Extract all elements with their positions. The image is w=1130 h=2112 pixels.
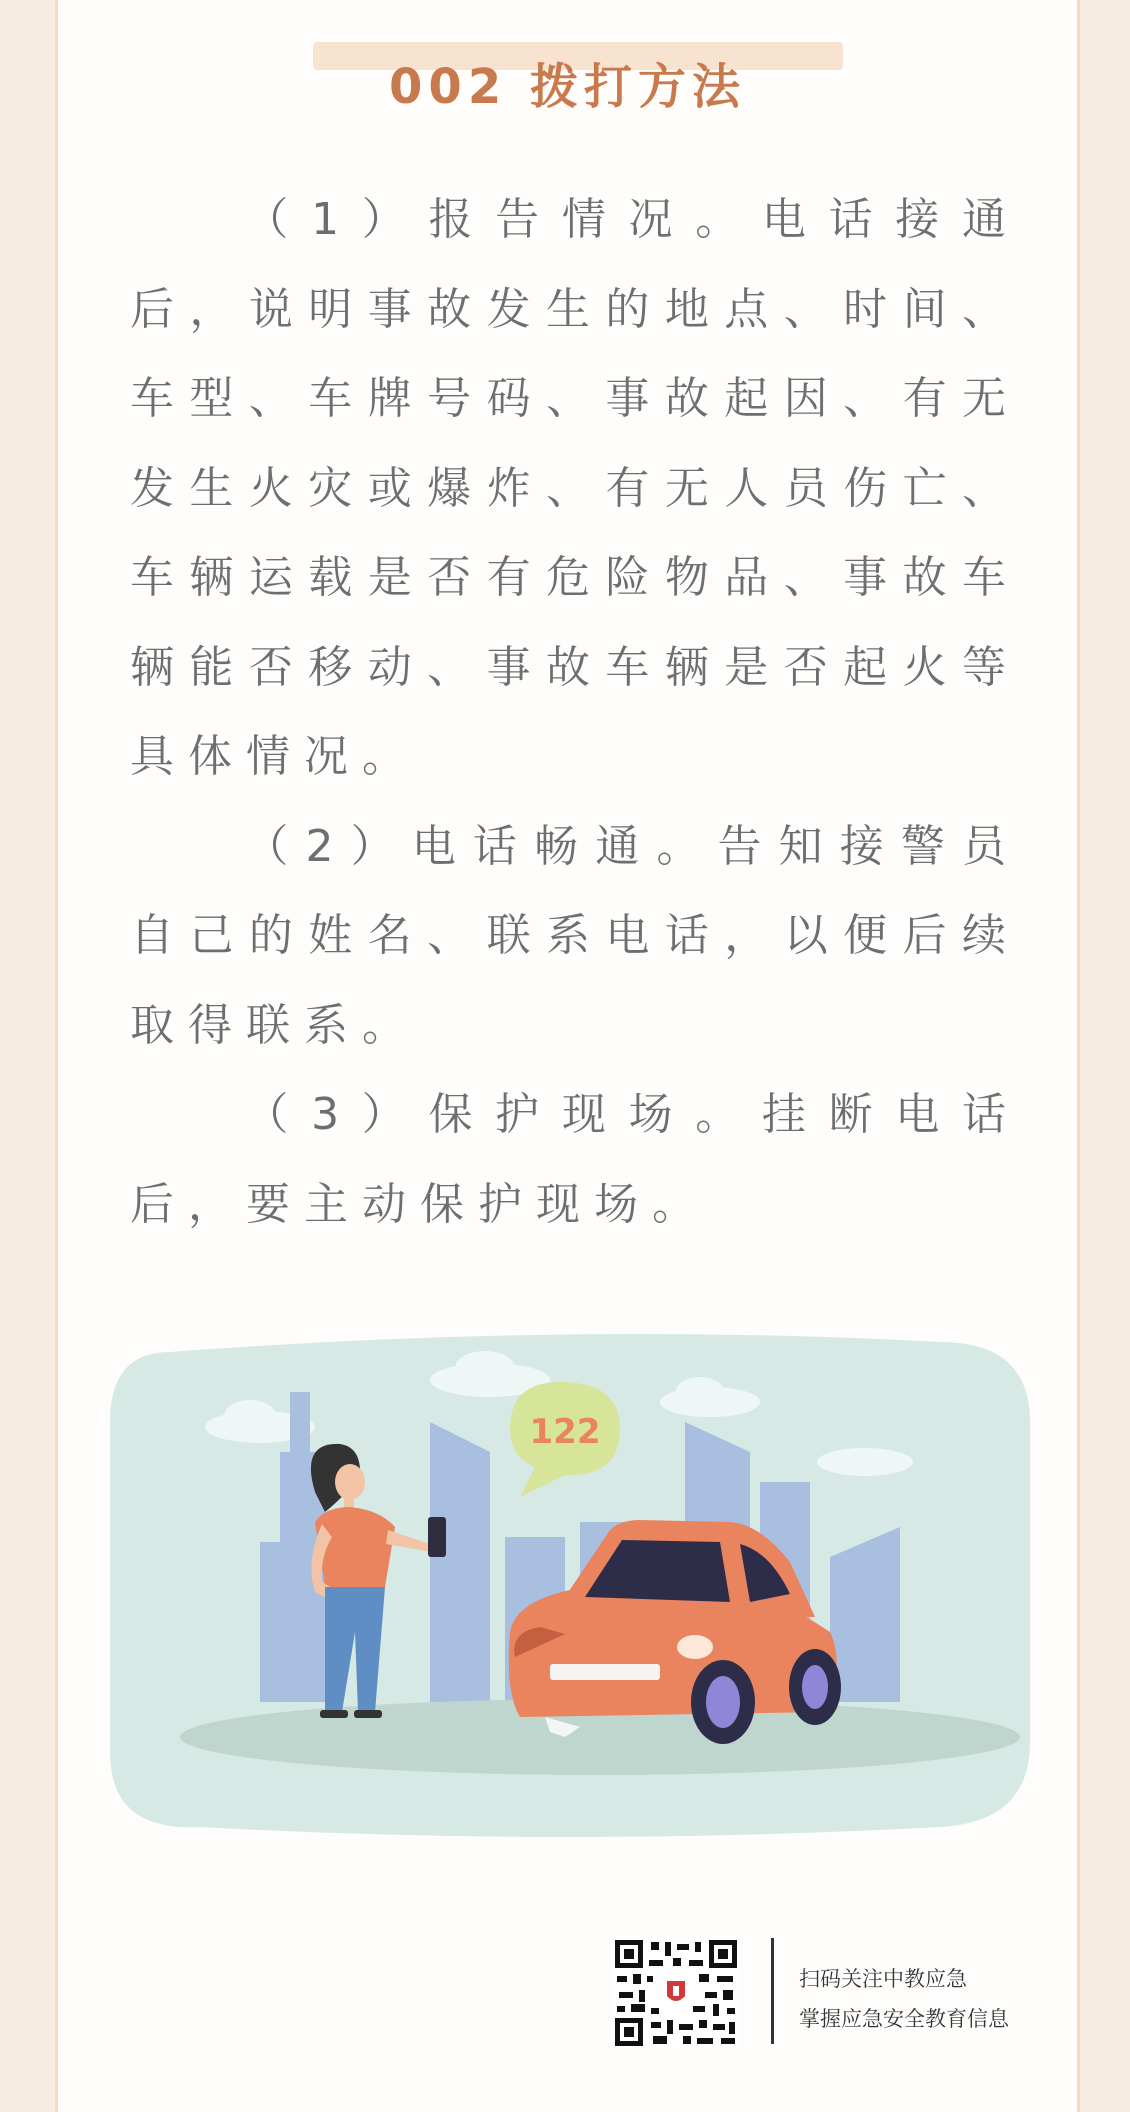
paragraph-protect: （3）保护现场。挂断电话后，要主动保护现场。: [130, 1089, 1020, 1230]
title-wrap: [58, 48, 1077, 117]
accident-illustration: [110, 1312, 1030, 1842]
paragraph-phone: （2）电话畅通。告知接警员自己的姓名、联系电话，以便后续取得联系。: [130, 820, 1020, 1051]
footer-follow-text: 扫码关注中教应急: [799, 1967, 967, 1991]
footer-info-text: 掌握应急安全教育信息: [799, 2007, 1009, 2031]
footer-divider: [771, 1938, 774, 2044]
body-text: [130, 175, 1020, 1249]
content-panel: [55, 0, 1080, 2112]
bubble-number: 122: [529, 1412, 601, 1452]
footer: [613, 1938, 1073, 2048]
page-title: 002 拨打方法: [389, 59, 746, 115]
qr-code-icon[interactable]: [613, 1938, 739, 2048]
paragraph-report: （1）报告情况。电话接通后，说明事故发生的地点、时间、车型、车牌号码、事故起因、有无发生火灾或爆炸、有无人员伤亡、车辆运载是否有危险物品、事故车辆能否移动、事故车辆是否起火等具体情况。: [130, 194, 1020, 782]
